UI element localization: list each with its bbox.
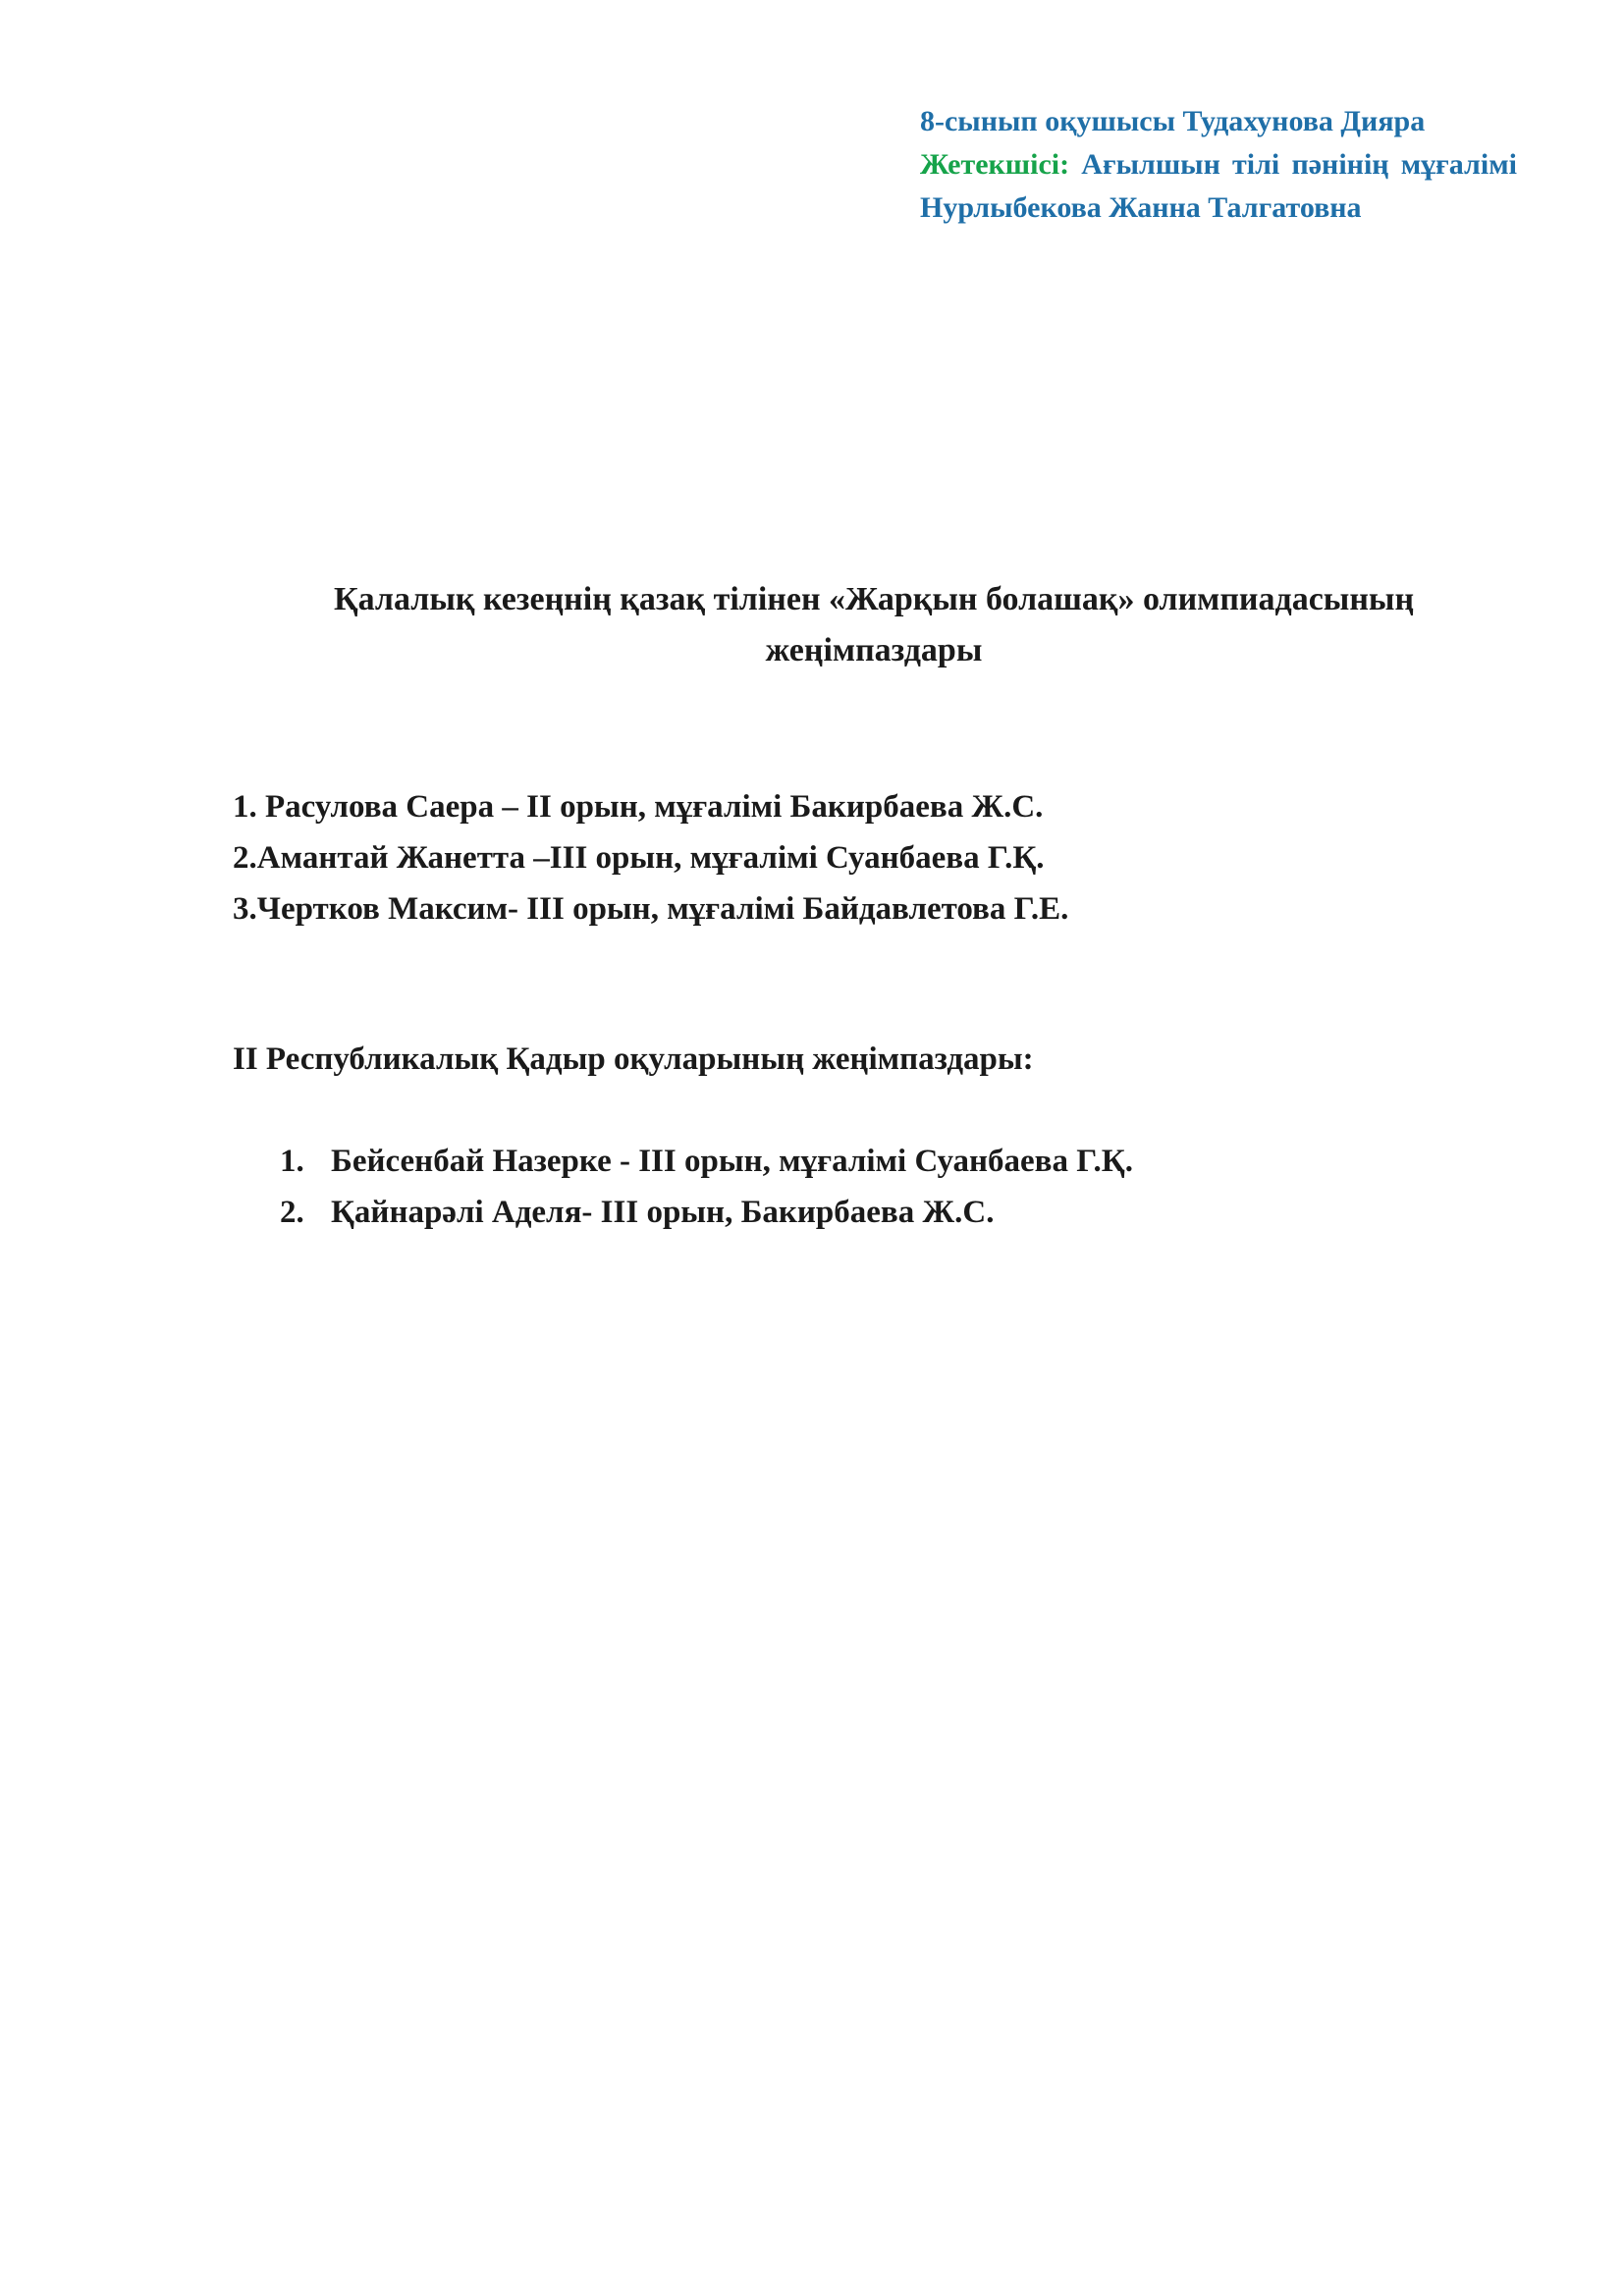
list-item-text: Қайнарәлі Аделя- ІІІ орын, Бакирбаева Ж.С. <box>331 1195 995 1230</box>
list-item: 1. Расулова Саера – ІІ орын, мұғалімі Бакирбаева Ж.С. <box>233 789 1044 825</box>
list-item: 3.Чертков Максим- ІІІ орын, мұғалімі Байдавлетова Г.Е. <box>233 891 1069 927</box>
author-info <box>920 100 1517 230</box>
list-item <box>280 1187 1133 1238</box>
supervisor-text: Ағылшын тілі пәнінің мұғалімі Нурлыбекова Жанна Талгатовна <box>920 148 1517 224</box>
student-line: 8-сынып оқушысы Тудахунова Дияра <box>920 105 1426 137</box>
list-item: 2.Амантай Жанетта –ІІІ орын, мұғалімі Суанбаева Г.Қ. <box>233 840 1045 876</box>
list-number: 2. <box>280 1195 304 1230</box>
list-item <box>280 1136 1133 1187</box>
title-line-1: Қалалық кезеңнің қазақ тілінен «Жарқын болашақ» олимпиадасының <box>333 581 1415 617</box>
olympiad-title <box>196 574 1551 676</box>
republic-winners-list <box>280 1136 1133 1238</box>
list-item-text: Бейсенбай Назерке - ІІІ орын, мұғалімі Суанбаева Г.Қ. <box>331 1144 1133 1179</box>
olympiad-winners-list <box>233 781 1068 934</box>
supervisor-line <box>920 143 1517 230</box>
republic-heading: ІІ Республикалық Қадыр оқуларының жеңімпаздары: <box>233 1041 1034 1077</box>
title-line-2: жеңімпаздары <box>765 632 983 668</box>
list-number: 1. <box>280 1144 304 1179</box>
supervisor-label: Жетекшісі: <box>920 148 1070 181</box>
